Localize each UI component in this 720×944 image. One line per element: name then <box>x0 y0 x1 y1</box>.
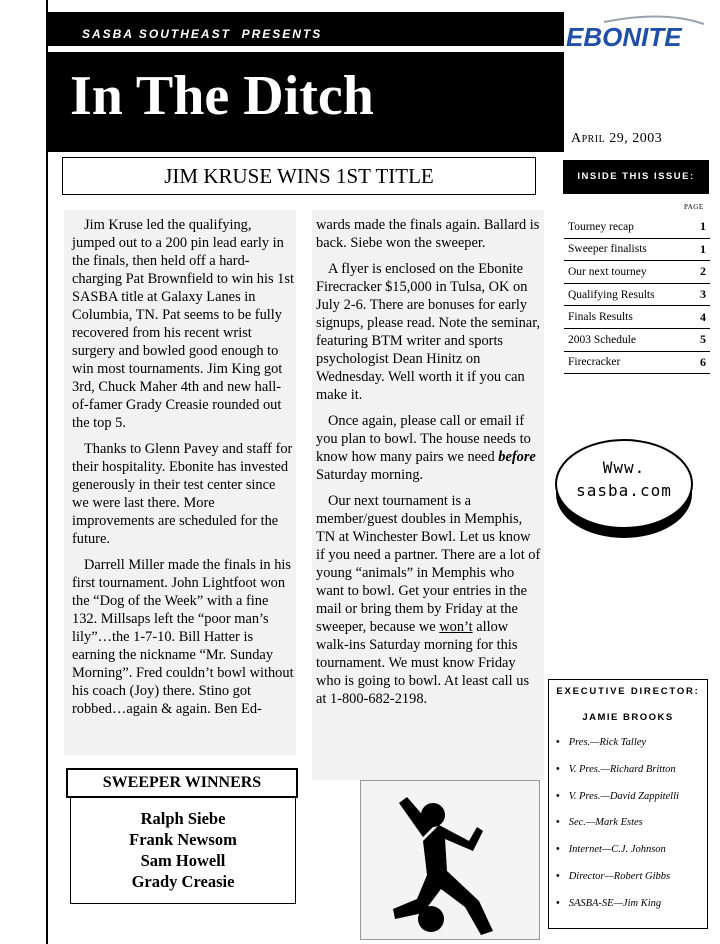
toc-item[interactable]: Firecracker 6 <box>564 352 710 375</box>
sweeper-name: Sam Howell <box>140 851 226 870</box>
newsletter-title: In The Ditch <box>70 65 374 127</box>
exec-title: EXECUTIVE DIRECTOR: <box>556 686 700 697</box>
toc-item[interactable]: 2003 Schedule 5 <box>564 329 710 352</box>
toc-item[interactable]: Sweeper finalists 1 <box>564 239 710 262</box>
toc-item[interactable]: Tourney recap 1 <box>564 216 710 239</box>
sweeper-name: Frank Newsom <box>129 830 237 849</box>
officer-item: • Sec.—Mark Estes <box>556 814 706 841</box>
officers-list <box>556 734 706 922</box>
exec-name: JAMIE BROOKS <box>582 712 674 723</box>
sweeper-name: Ralph Siebe <box>140 809 226 828</box>
inside-issue-header: INSIDE THIS ISSUE: <box>563 160 709 194</box>
sweeper-names <box>70 808 296 892</box>
table-of-contents <box>564 216 710 374</box>
article-column-1 <box>64 210 296 755</box>
article-paragraph: Darrell Miller made the finals in his first tournament. John Lightfoot won the “Dog of the Week” with a fine 132. Millsaps left the “poor man’s lily”…the 1-7-10. Bill Hatter is earning the nickname “Mr. Sunday Morning”. Fred couldn’t bowl without his coach (Joy) there. Stino got robbed…again & again. Ben Ed- <box>72 557 294 717</box>
issue-date: APRIL 29, 2003 <box>571 131 663 146</box>
ebonite-logo <box>564 12 712 54</box>
sweeper-name: Grady Creasie <box>131 872 235 891</box>
bowler-silhouette-image <box>360 780 540 940</box>
article-paragraph: Once again, please call or email if you plan to bowl. The house needs to know how many pairs we need before Saturday morning. <box>316 413 536 483</box>
page-column-label: PAGE <box>684 203 704 211</box>
officer-item: • Pres.—Rick Talley <box>556 734 706 761</box>
officer-item: • V. Pres.—Richard Britton <box>556 761 706 788</box>
article-paragraph: Jim Kruse led the qualifying, jumped out to a 200 pin lead early in the finals, then held off a hard-charging Pat Brownfield to win his 1st SASBA title at Galaxy Lanes in Columbia, TN. Pat seems to be fully recovered from his recent wrist surgery and bowled good enough to win most tournaments. Jim King got 3rd, Chuck Maher 4th and new hall-of-famer Grady Creasie rounded out the top 5. <box>72 217 294 431</box>
article-column-2 <box>312 210 544 780</box>
toc-item[interactable]: Qualifying Results 3 <box>564 284 710 307</box>
officer-item: • V. Pres.—David Zappitelli <box>556 788 706 815</box>
officer-item: • SASBA-SE—Jim King <box>556 895 706 922</box>
headline: JIM KRUSE WINS 1ST TITLE <box>62 157 536 195</box>
officer-item: • Internet—C.J. Johnson <box>556 841 706 868</box>
officer-item: • Director—Robert Gibbs <box>556 868 706 895</box>
logo-text: EBONITE <box>566 22 682 52</box>
article-paragraph: Our next tournament is a member/guest doubles in Memphis, TN at Winchester Bowl. Let us know if you need a partner. There are a lot of young “animals” in Memphis who want to bowl. Get your entries in the mail or bring them by Friday at the sweeper, because we won’t allow walk-ins Saturday morning for this tournament. We must know Friday who is going to bowl. At least call us at 1-800-682-2198. <box>316 493 541 707</box>
article-paragraph: wards made the finals again. Ballard is back. Siebe won the sweeper. <box>316 217 540 251</box>
article-paragraph: Thanks to Glenn Pavey and staff for their hospitality. Ebonite has invested generously in their test center since we were last there. More improvements are scheduled for the future. <box>72 441 293 547</box>
toc-item[interactable]: Our next tourney 2 <box>564 261 710 284</box>
presents-text: SASBA SOUTHEAST PRESENTS <box>82 27 323 41</box>
website-text: Www. sasba.com <box>576 458 672 500</box>
article-paragraph: A flyer is enclosed on the Ebonite Firecracker $15,000 in Tulsa, OK on July 2-6. There are bonuses for early signups, please read. Note the seminar, featuring BTM writer and sports psychologist Dean Hinitz on Wednesday. Well worth it if you can make it. <box>316 261 541 403</box>
sweeper-title: SWEEPER WINNERS <box>66 768 298 798</box>
toc-item[interactable]: Finals Results 4 <box>564 306 710 329</box>
